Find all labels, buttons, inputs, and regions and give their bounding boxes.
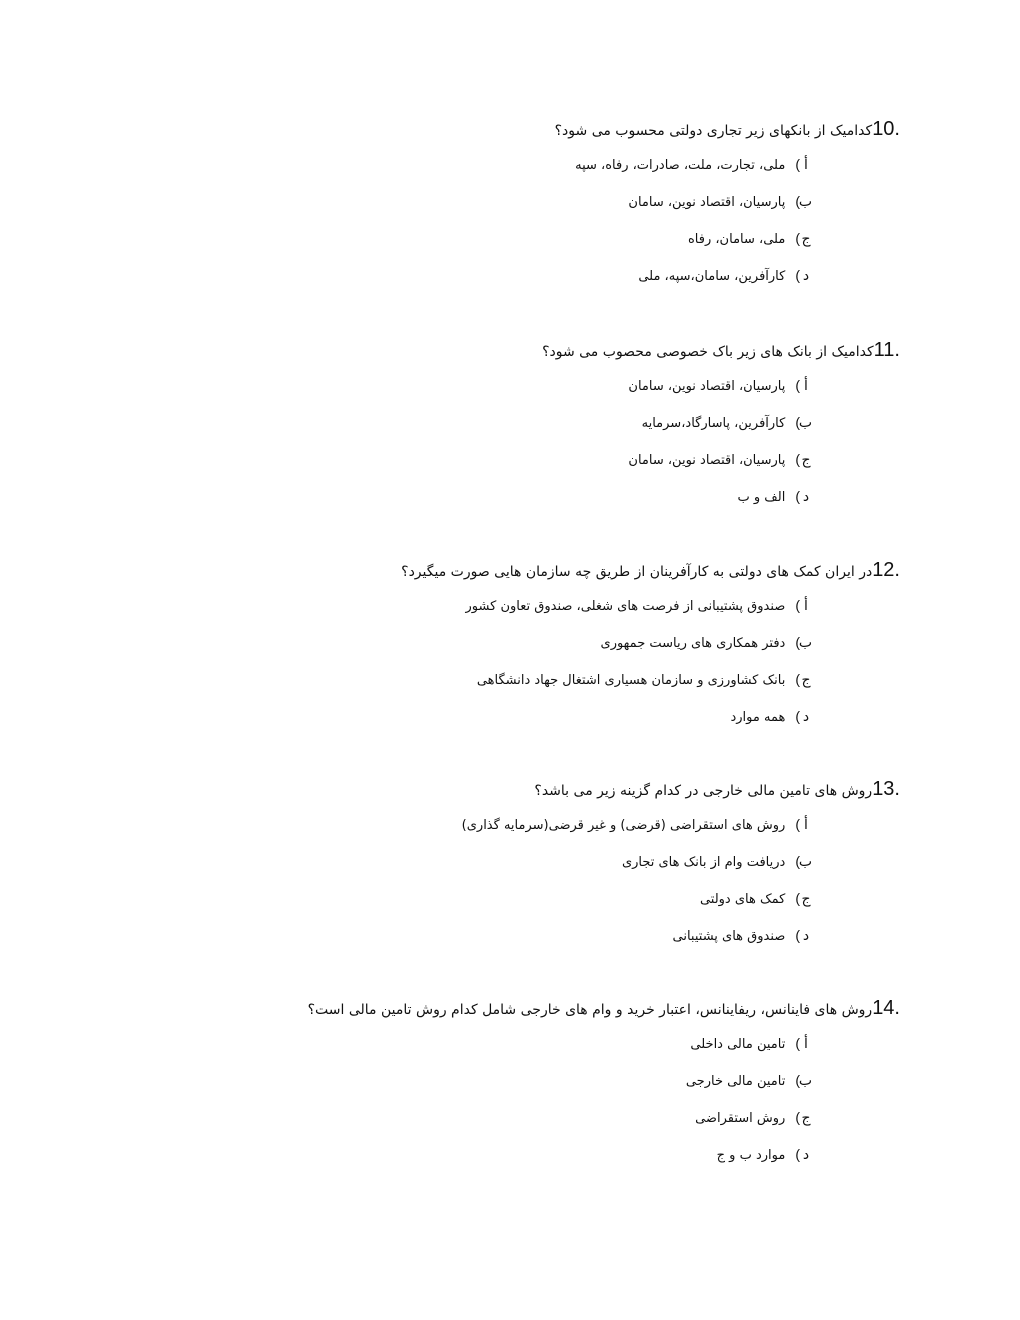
option-letter: ب [798, 1073, 812, 1089]
question-13 [200, 778, 900, 964]
option-paren: ) [795, 890, 800, 906]
options-list [200, 597, 900, 732]
option-d [200, 267, 812, 291]
option-b [200, 193, 812, 217]
option-d [200, 708, 812, 732]
option-letter: ب [798, 415, 812, 431]
option-text: موارد ب و ج [716, 1148, 786, 1163]
option-c [200, 671, 812, 695]
option-letter: د [802, 928, 810, 944]
option-paren: ) [795, 816, 800, 832]
option-d [200, 927, 812, 951]
option-paren: ) [795, 1109, 800, 1125]
option-c [200, 451, 812, 475]
question-line [200, 778, 900, 802]
option-text: کارآفرین، سامان،سپه، ملی [638, 269, 786, 284]
option-paren: ) [795, 414, 800, 430]
option-text: پارسیان، اقتصاد نوین، سامان [628, 379, 786, 394]
option-letter: د [802, 709, 810, 725]
question-number: 10. [872, 118, 900, 140]
option-letter: د [802, 1147, 810, 1163]
option-paren: ) [795, 230, 800, 246]
question-11 [200, 339, 900, 525]
question-number: 11. [873, 339, 900, 361]
option-letter: ج [801, 672, 811, 688]
option-paren: ) [795, 634, 800, 650]
option-a [200, 816, 812, 840]
option-b [200, 1072, 812, 1096]
option-paren: ) [795, 1072, 800, 1088]
question-line [200, 118, 900, 142]
question-number: 13. [872, 778, 900, 800]
option-text: دریافت وام از بانک های تجاری [621, 855, 786, 870]
option-paren: ) [795, 671, 800, 687]
option-text: صندوق های پشتیبانی [672, 929, 786, 944]
options-list [200, 156, 900, 291]
question-number: 12. [872, 559, 900, 581]
option-paren: ) [795, 451, 800, 467]
option-paren: ) [795, 488, 800, 504]
option-letter: ب [798, 854, 812, 870]
option-b [200, 414, 812, 438]
option-paren: ) [795, 708, 800, 724]
option-paren: ) [795, 193, 800, 209]
option-paren: ) [795, 597, 800, 613]
option-text: پارسیان، اقتصاد نوین، سامان [628, 453, 786, 468]
question-text: کدامیک از بانک های زیر باک خصوصی محصوب می شود؟ [542, 344, 874, 360]
option-text: کارآفرین، پاسارگاد،سرمایه [641, 416, 786, 431]
option-letter: د [802, 489, 810, 505]
option-text: ملی، تجارت، ملت، صادرات، رفاه، سپه [575, 158, 786, 173]
options-list [200, 377, 900, 512]
option-text: بانک کشاورزی و سازمان هسیاری اشتغال جهاد دانشگاهی [476, 673, 786, 688]
options-list [200, 1035, 900, 1170]
question-14 [200, 997, 900, 1183]
option-letter: أ [804, 378, 808, 394]
option-paren: ) [795, 1035, 800, 1051]
option-letter: ج [801, 231, 811, 247]
option-letter: د [802, 268, 810, 284]
option-text: دفتر همکاری های ریاست جمهوری [600, 636, 786, 651]
option-letter: ب [798, 635, 812, 651]
options-list [200, 816, 900, 951]
option-paren: ) [795, 853, 800, 869]
option-text: الف و ب [737, 490, 786, 505]
option-c [200, 890, 812, 914]
option-d [200, 488, 812, 512]
option-paren: ) [795, 377, 800, 393]
option-text: روش استقراضی [695, 1111, 786, 1126]
option-text: روش های استقراضی (قرضی) و غیر قرضی(سرمایه گذاری) [461, 818, 786, 833]
option-letter: ب [798, 194, 812, 210]
option-text: تامین مالی داخلی [690, 1037, 786, 1052]
option-b [200, 634, 812, 658]
option-a [200, 597, 812, 621]
option-letter: أ [804, 157, 808, 173]
question-10 [200, 118, 900, 304]
question-text: روش های فاینانس، ریفاینانس، اعتبار خرید و وام های خارجی شامل کدام روش تامین مالی است؟ [307, 1002, 873, 1018]
option-paren: ) [795, 927, 800, 943]
question-text: کدامیک از بانکهای زیر تجاری دولتی محسوب می شود؟ [554, 123, 873, 139]
option-a [200, 377, 812, 401]
option-paren: ) [795, 267, 800, 283]
option-letter: أ [804, 1036, 808, 1052]
question-line [200, 559, 900, 583]
question-number: 14. [872, 997, 900, 1019]
option-a [200, 156, 812, 180]
option-text: ملی، سامان، رفاه [687, 232, 786, 247]
option-c [200, 230, 812, 254]
question-text: در ایران کمک های دولتی به کارآفرینان از طریق چه سازمان هایی صورت میگیرد؟ [401, 564, 873, 580]
question-line [200, 339, 900, 363]
option-c [200, 1109, 812, 1133]
question-line [200, 997, 900, 1021]
option-paren: ) [795, 156, 800, 172]
option-letter: ج [801, 891, 811, 907]
option-a [200, 1035, 812, 1059]
option-text: پارسیان، اقتصاد نوین، سامان [628, 195, 786, 210]
option-letter: أ [804, 598, 808, 614]
option-paren: ) [795, 1146, 800, 1162]
option-letter: أ [804, 817, 808, 833]
option-text: صندوق پشتیبانی از فرصت های شغلی، صندوق تعاون کشور [465, 599, 786, 614]
option-d [200, 1146, 812, 1170]
option-text: تامین مالی خارجی [685, 1074, 786, 1089]
option-letter: ج [801, 1110, 811, 1126]
option-letter: ج [801, 452, 811, 468]
question-text: روش های تامین مالی خارجی در کدام گزینه زیر می باشد؟ [534, 783, 873, 799]
option-b [200, 853, 812, 877]
option-text: همه موارد [730, 710, 786, 725]
question-12 [200, 559, 900, 745]
option-text: کمک های دولتی [699, 892, 786, 907]
